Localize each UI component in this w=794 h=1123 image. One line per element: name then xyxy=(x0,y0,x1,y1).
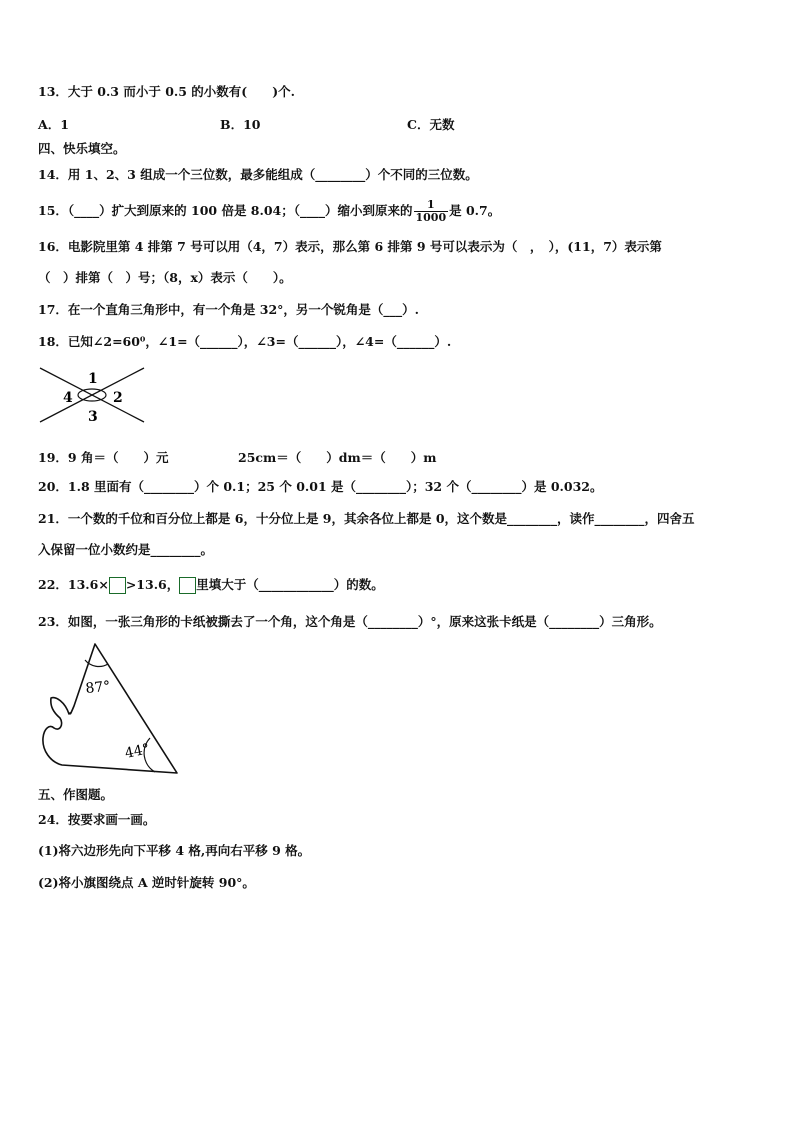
angle-label-1: 1 xyxy=(88,371,98,387)
question-18: 18．已知∠2=60⁰，∠1=（______），∠3=（______），∠4=（______）. xyxy=(38,334,452,349)
fraction-denominator: 1000 xyxy=(415,211,447,224)
q13-option-c: C．无数 xyxy=(407,117,455,132)
angle-label-4: 4 xyxy=(63,390,73,406)
question-16-line1: 16．电影院里第 4 排第 7 号可以用（4，7）表示，那么第 6 排第 9 号可以表示为（ ， ），(11，7）表示第 xyxy=(38,239,662,254)
q15-text-after: 是 0.7。 xyxy=(449,203,501,218)
question-17: 17．在一个直角三角形中，有一个角是 32°，另一个锐角是（___）. xyxy=(38,302,419,317)
question-19-part2: 25cm＝（ ）dm＝（ ）m xyxy=(238,450,437,465)
answer-box xyxy=(109,577,126,594)
section-4-title: 四、快乐填空。 xyxy=(38,141,126,156)
question-19-part1: 19．9 角＝（ ）元 xyxy=(38,450,169,465)
section-5-title: 五、作图题。 xyxy=(38,787,114,802)
angle-label-44: 44° xyxy=(123,741,152,762)
torn-triangle-figure xyxy=(38,640,183,778)
question-13: 13．大于 0.3 而小于 0.5 的小数有( )个. xyxy=(38,84,295,99)
question-24: 24．按要求画一画。 xyxy=(38,812,156,827)
q22-text-before: 22．13.6× xyxy=(38,577,109,592)
angle-label-2: 2 xyxy=(113,390,123,406)
question-15 xyxy=(38,199,500,224)
fraction-numerator: 1 xyxy=(426,198,435,211)
question-24-sub1: (1)将六边形先向下平移 4 格,再向右平移 9 格。 xyxy=(38,843,311,858)
torn-triangle-outline xyxy=(43,644,177,773)
question-22 xyxy=(38,575,384,595)
angle-label-87: 87° xyxy=(84,678,112,697)
answer-box-reference xyxy=(179,577,196,594)
fraction-1-over-1000 xyxy=(414,199,449,224)
question-23: 23．如图，一张三角形的卡纸被撕去了一个角，这个角是（________）°，原来这张卡纸是（________）三角形。 xyxy=(38,614,662,629)
q15-text-before: 15．（____）扩大到原来的 100 倍是 8.04；（____）缩小到原来的 xyxy=(38,203,413,218)
q13-option-a: A．1 xyxy=(38,117,69,132)
question-16-line2: （ ）排第（ ）号；（8，x）表示（ ）。 xyxy=(38,270,292,285)
question-24-sub2: (2)将小旗图绕点 A 逆时针旋转 90°。 xyxy=(38,875,255,890)
q22-text-after: 里填大于（____________）的数。 xyxy=(196,577,384,592)
intersecting-lines-figure xyxy=(38,364,148,426)
question-21-line1: 21．一个数的千位和百分位上都是 6，十分位上是 9，其余各位上都是 0，这个数是________，读作________，四舍五 xyxy=(38,511,695,526)
question-20: 20．1.8 里面有（________）个 0.1；25 个 0.01 是（________）；32 个（________）是 0.032。 xyxy=(38,479,603,494)
question-14: 14．用 1、2、3 组成一个三位数，最多能组成（________）个不同的三位数。 xyxy=(38,167,478,182)
question-21-line2: 入保留一位小数约是________。 xyxy=(38,542,214,557)
q22-text-middle: >13.6， xyxy=(125,577,180,592)
q13-option-b: B．10 xyxy=(220,117,261,132)
angle-label-3: 3 xyxy=(88,409,98,425)
